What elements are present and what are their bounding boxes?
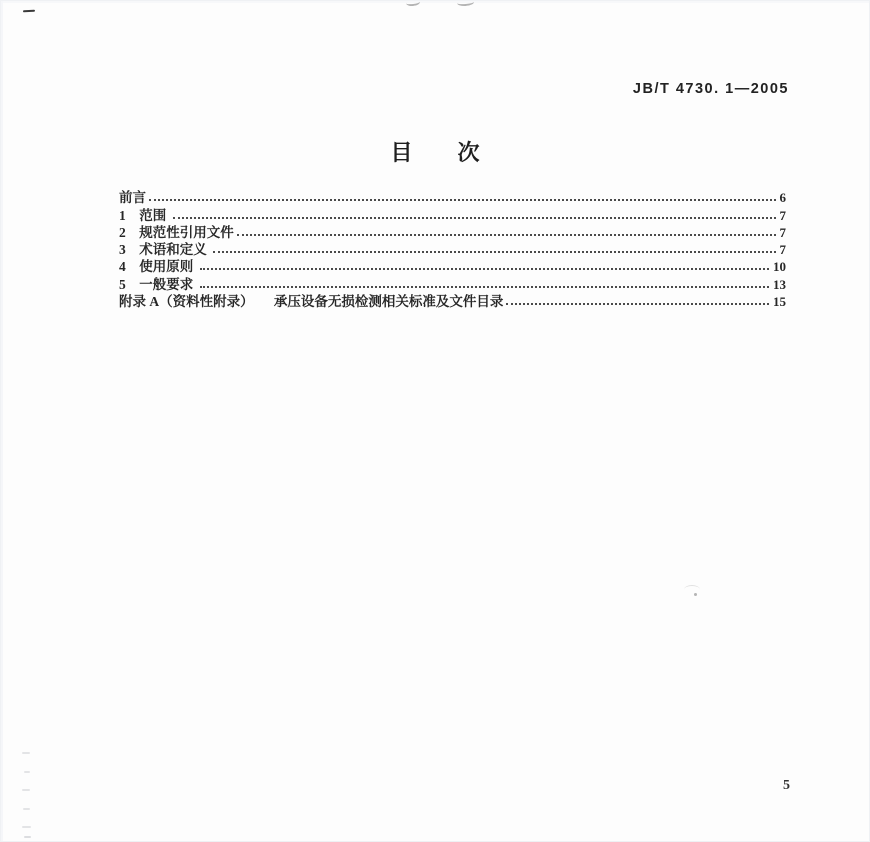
toc-entry-label: 3 术语和定义 (119, 242, 211, 258)
dot-leader (200, 286, 769, 288)
scan-artifact-edge-mark (24, 771, 30, 773)
toc-entry (119, 293, 786, 310)
toc-entry (119, 224, 786, 241)
scan-artifact-edge-mark (22, 826, 31, 828)
scan-artifact-dash (23, 10, 35, 13)
toc-entry-page-number: 6 (779, 190, 786, 206)
toc-entry-label: 附录 A（资料性附录） 承压设备无损检测相关标准及文件目录 (119, 294, 504, 310)
toc-entry (119, 241, 786, 258)
scan-artifact-edge-mark (22, 752, 30, 754)
toc-entry-page-number: 7 (779, 242, 786, 258)
toc-entry-page-number: 10 (773, 259, 786, 275)
toc-entry-label: 2 规范性引用文件 (119, 224, 234, 240)
page-title-char: 目 (390, 140, 413, 165)
dot-leader (213, 251, 775, 253)
toc-entry-label: 5 一般要求 (119, 276, 197, 292)
scan-artifact-speck (694, 593, 697, 596)
toc-entry (119, 189, 786, 206)
toc-entry-page-number: 7 (779, 207, 786, 223)
toc-entry-page-number: 15 (773, 294, 786, 310)
page-number: 5 (783, 778, 790, 793)
toc-entry-label: 1 范围 (119, 207, 170, 223)
toc-entry (119, 258, 786, 275)
scan-artifact-mark (457, 0, 474, 7)
dot-leader (237, 234, 776, 236)
dot-leader (200, 268, 769, 270)
scan-artifact-edge-mark (22, 789, 30, 791)
dot-leader (149, 199, 776, 201)
table-of-contents (119, 189, 786, 310)
standard-number: JB/T 4730. 1—2005 (632, 81, 789, 97)
scan-artifact-mark (406, 0, 421, 7)
dot-leader (506, 303, 769, 305)
page-title (0, 136, 870, 167)
toc-entry-page-number: 13 (773, 276, 786, 292)
scan-artifact-speck (684, 585, 700, 594)
scan-artifact-edge-mark (23, 808, 30, 810)
page-title-char: 次 (457, 140, 480, 165)
dot-leader (173, 217, 776, 219)
toc-entry-label: 4 使用原则 (119, 259, 197, 275)
scan-artifact-edge-mark (24, 836, 31, 838)
toc-entry-page-number: 7 (779, 224, 786, 240)
toc-entry-label: 前言 (119, 190, 146, 206)
